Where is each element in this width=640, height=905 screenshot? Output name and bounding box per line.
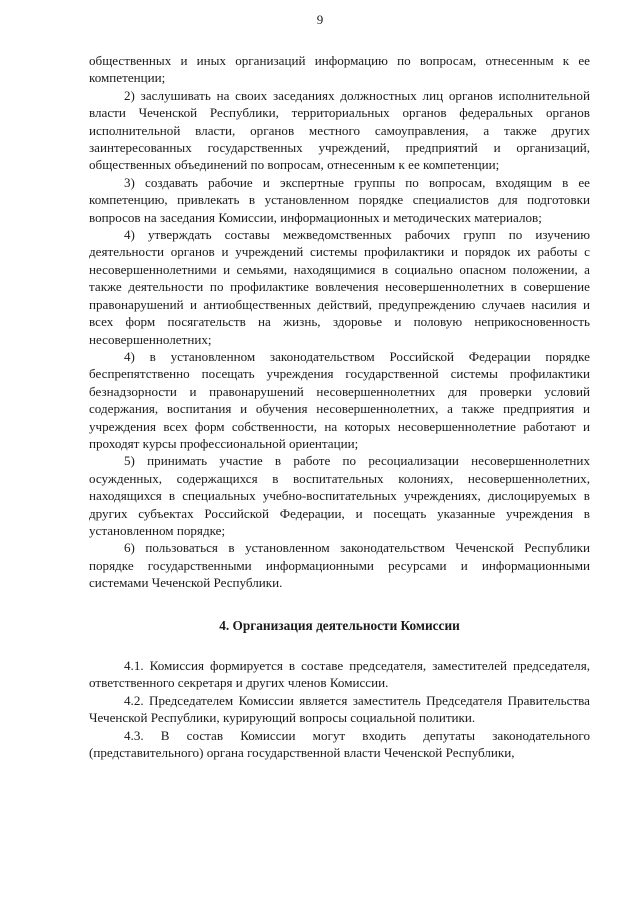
paragraph: 5) принимать участие в работе по ресоциализации несовершеннолетних осужденных, содержащихся в воспитательных колониях, несовершеннолетних, находящихся в специальных учебно-воспитательных учреждениях, дислоцируемых в других субъектах Российской Федерации, и посещать указанные учреждения в установленном порядке; xyxy=(89,453,590,538)
paragraph: 2) заслушивать на своих заседаниях должностных лиц органов исполнительной власти Чеченской Республики, территориальных органов федеральных органов исполнительной власти, органов местного самоуправления, а также других заинтересованных государственных учреждений, предприятий и организаций, общественных объединений по вопросам, отнесенным к ее компетенции; xyxy=(89,87,590,173)
paragraph: 3) создавать рабочие и экспертные группы по вопросам, входящим в ее компетенцию, привлекать в установленном порядке специалистов для подготовки вопросов на заседания Комиссии, информационных и методических материалов; xyxy=(89,174,590,225)
section-heading: 4. Организация деятельности Комиссии xyxy=(219,617,460,633)
page-number: 9 xyxy=(316,12,324,27)
paragraph: 4.1. Комиссия формируется в составе председателя, заместителей председателя, ответственного секретаря и других членов Комиссии. xyxy=(89,658,590,691)
paragraph: 4) в установленном законодательством Российской Федерации порядке беспрепятственно посещать учреждения государственной системы профилактики безнадзорности и правонарушений несовершеннолетних для проверки условий содержания, воспитания и обучения несовершеннолетних, а также предприятия и учреждения всех форм собственности, на которых несовершеннолетние работают и проходят курсы профессиональной ориентации; xyxy=(89,348,590,451)
paragraph: 4.3. В состав Комиссии могут входить депутаты законодательного (представительного) органа государственной власти Чеченской Республики, xyxy=(89,727,590,761)
paragraph: 4) утверждать составы межведомственных рабочих групп по изучению деятельности органов и учреждений системы профилактики и порядок их работы с несовершеннолетними и семьями, находящимися в социально опасном положении, а также деятельности по профилактике вовлечения несовершеннолетних в совершение правонарушений и антиобщественных действий, предупреждению случаев насилия и всех форм посягательств на жизнь, здоровье и половую неприкосновенность несовершеннолетних; xyxy=(89,227,590,347)
paragraph: 4.2. Председателем Комиссии является заместитель Председателя Правительства Чеченской Республики, курирующий вопросы социальной политики. xyxy=(89,692,590,726)
document-body xyxy=(89,52,590,761)
paragraph: 6) пользоваться в установленном законодательством Чеченской Республики порядке государственными информационными ресурсами и информационными системами Чеченской Республики. xyxy=(89,540,590,591)
paragraph: общественных и иных организаций информацию по вопросам, отнесенным к ее компетенции; xyxy=(89,53,590,86)
